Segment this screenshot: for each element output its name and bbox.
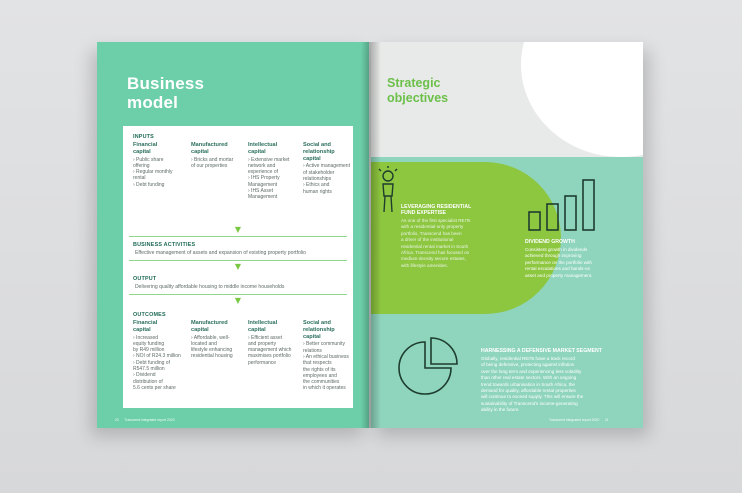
right-footer: Transcend integrated report 2020 21 <box>549 418 609 422</box>
objective-1-heading: LEVERAGING RESIDENTIAL FUND EXPERTISE <box>401 204 472 217</box>
down-arrow-icon: ▼ <box>234 296 242 305</box>
left-footer: 20 Transcend integrated report 2020 <box>115 418 175 422</box>
output-label: OUTPUT <box>133 276 157 282</box>
down-arrow-icon: ▼ <box>234 225 242 234</box>
outcomes-financial-column: Financial capital › Increased equity funding by R49 million › NOI of R24.3 million › Debt funding of R547.5 million › Dividend distribution of 5.6 cents per share <box>133 320 181 391</box>
bar-chart-growth-icon <box>525 174 607 232</box>
inputs-financial-column: Financial capital › Public share offering › Regular monthly rental › Debt funding <box>133 142 173 188</box>
divider <box>129 236 347 237</box>
objective-1-body: As one of the first specialist REITs with a residential-only property portfolio, Transcend has been a driver of the institutional residential rental market in South Africa. Transcend has focused on medium-density secure estates, with lifestyle amenities. <box>401 218 471 268</box>
pie-chart-icon <box>395 336 459 396</box>
objective-3-body: Globally, residential REITs have a track record of being defensive, protecting against inflation over the long term and experiencing less volatility than other real estate sectors. With an ongoing trend towards urbanisation in South Africa, the demand for quality, affordable rental properties will continue to exceed supply. This will ensure the sustainability of Transcend's income-generating ability in the future. <box>481 356 584 413</box>
objective-2-heading: DIVIDEND GROWTH <box>525 239 575 245</box>
lightbulb-person-icon <box>377 166 399 214</box>
left-page-title: Business model <box>127 74 205 112</box>
inputs-label: INPUTS <box>133 134 154 140</box>
business-model-card <box>123 126 353 408</box>
business-activities-label: BUSINESS ACTIVITIES <box>133 242 196 248</box>
inputs-intellectual-column: Intellectual capital › Extensive market network and experience of › IHS Property Management › IHS Asset Management <box>248 142 290 201</box>
business-activities-text: Effective management of assets and expansion of existing property portfolio <box>135 250 306 256</box>
right-page-title: Strategic objectives <box>387 76 449 105</box>
outcomes-label: OUTCOMES <box>133 312 166 318</box>
output-text: Delivering quality affordable housing to middle income households <box>135 284 285 290</box>
right-page <box>371 42 643 428</box>
divider <box>129 260 347 261</box>
objective-3-heading: HARNESSING A DEFENSIVE MARKET SEGMENT <box>481 348 602 354</box>
divider <box>129 294 347 295</box>
outcomes-manufactured-column: Manufactured capital › Affordable, well- located and lifestyle enhancing residential housing <box>191 320 233 360</box>
outcomes-social-column: Social and relationship capital › Better community relations › An ethical business that respects the rights of its employees and the communities in which it operates <box>303 320 349 392</box>
open-brochure <box>97 42 645 428</box>
inputs-manufactured-column: Manufactured capital › Bricks and mortar of our properties <box>191 142 234 169</box>
objective-2-body: Consistent growth in dividends achieved through improving performance on the portfolio with rental escalations and hands-on asset and property management. <box>525 247 593 278</box>
outcomes-intellectual-column: Intellectual capital › Efficient asset and property management which maximises portfolio performance <box>248 320 292 366</box>
inputs-social-column: Social and relationship capital › Active management of stakeholder relationships › Ethics and human rights <box>303 142 350 195</box>
down-arrow-icon: ▼ <box>234 262 242 271</box>
left-page <box>97 42 369 428</box>
